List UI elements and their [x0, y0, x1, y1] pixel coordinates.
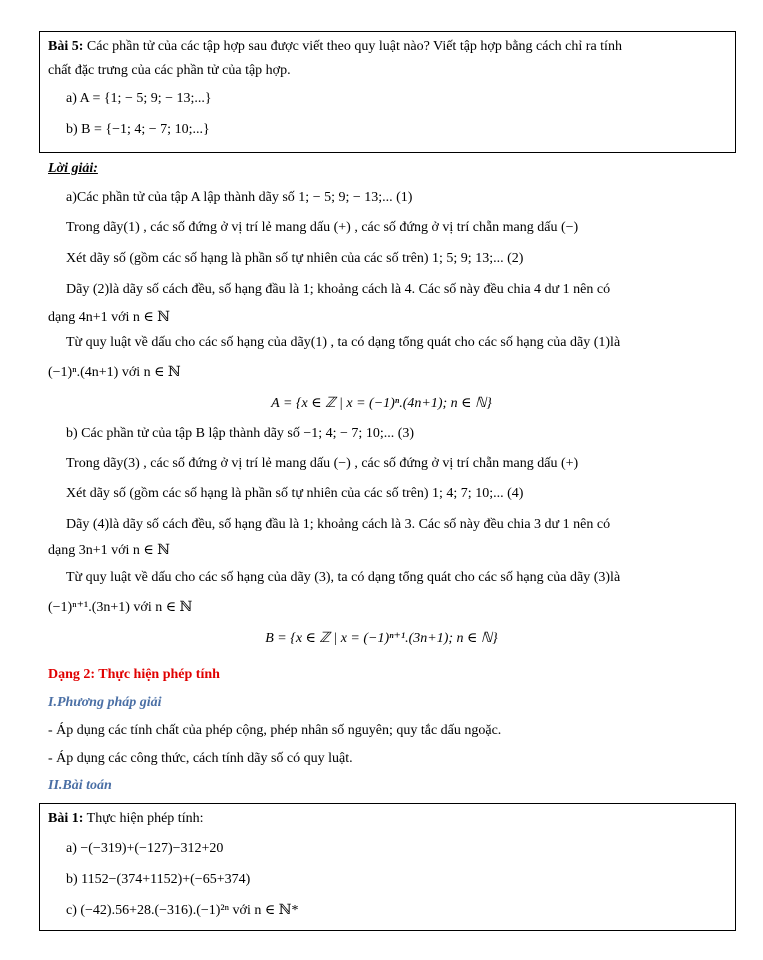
- solution-line: Trong dãy(3) , các số đứng ở vị trí lẻ mang dấu (−) , các số đứng ở vị trí chẵn mang dấu (+): [66, 456, 579, 471]
- solution-line: dạng 3n+1 với n ∈ ℕ: [48, 543, 171, 558]
- exercise-5-heading: Bài 5:: [48, 39, 84, 54]
- formula-set-a: A = {x ∈ ℤ | x = (−1)ⁿ.(4n+1); n ∈ ℕ}: [271, 396, 492, 411]
- exercise-1-text: Bài 1: Thực hiện phép tính:: [48, 811, 204, 826]
- method-line: - Áp dụng các công thức, cách tính dãy số có quy luật.: [48, 751, 353, 766]
- solution-line: Dãy (2)là dãy số cách đều, số hạng đầu là 1; khoảng cách là 4. Các số này đều chia 4 dư 1 nên có: [66, 282, 611, 297]
- exercise-1-item-c: c) (−42).56+28.(−316).(−1)²ⁿ với n ∈ ℕ*: [66, 903, 299, 918]
- exercise-1-heading: Bài 1:: [48, 811, 84, 826]
- exercise-1-item-b: b) 1152−(374+1152)+(−65+374): [66, 872, 251, 887]
- exercise-1-box: [39, 803, 736, 931]
- exercise-1-item-a: a) −(−319)+(−127)−312+20: [66, 841, 224, 856]
- formula-set-b: B = {x ∈ ℤ | x = (−1)ⁿ⁺¹.(3n+1); n ∈ ℕ}: [265, 631, 498, 646]
- exercise-5-item-a: a) A = {1; − 5; 9; − 13;...}: [66, 91, 212, 106]
- method-heading: I.Phương pháp giải: [48, 695, 162, 710]
- solution-line: Từ quy luật về dấu cho các số hạng của dãy(1) , ta có dạng tổng quát cho các số hạng của dãy (1)là: [66, 335, 621, 350]
- solution-line: Trong dãy(1) , các số đứng ở vị trí lẻ mang dấu (+) , các số đứng ở vị trí chẵn mang dấu (−): [66, 220, 579, 235]
- problems-heading: II.Bài toán: [48, 778, 112, 793]
- solution-line: Từ quy luật về dấu cho các số hạng của dãy (3), ta có dạng tổng quát cho các số hạng của dãy (3)là: [66, 570, 621, 585]
- solution-line: dạng 4n+1 với n ∈ ℕ: [48, 310, 171, 325]
- solution-line: Dãy (4)là dãy số cách đều, số hạng đầu là 1; khoảng cách là 3. Các số này đều chia 3 dư 1 nên có: [66, 517, 611, 532]
- solution-line: (−1)ⁿ⁺¹.(3n+1) với n ∈ ℕ: [48, 600, 193, 615]
- section-title: Dạng 2: Thực hiện phép tính: [48, 667, 220, 682]
- solution-heading: Lời giải:: [48, 161, 98, 176]
- solution-line: b) Các phần tử của tập B lập thành dãy số −1; 4; − 7; 10;... (3): [66, 426, 415, 441]
- method-line: - Áp dụng các tính chất của phép cộng, phép nhân số nguyên; quy tắc dấu ngoặc.: [48, 723, 502, 738]
- solution-line: Xét dãy số (gồm các số hạng là phần số tự nhiên của các số trên) 1; 4; 7; 10;... (4): [66, 486, 524, 501]
- solution-line: Xét dãy số (gồm các số hạng là phần số tự nhiên của các số trên) 1; 5; 9; 13;... (2): [66, 251, 524, 266]
- exercise-5-text-cont: chất đặc trưng của các phần tử của tập hợp.: [48, 63, 291, 78]
- exercise-5-box: [39, 31, 736, 153]
- solution-line: (−1)ⁿ.(4n+1) với n ∈ ℕ: [48, 365, 181, 380]
- exercise-5-item-b: b) B = {−1; 4; − 7; 10;...}: [66, 122, 210, 137]
- exercise-5-text: Bài 5: Các phần tử của các tập hợp sau được viết theo quy luật nào? Viết tập hợp bằng cách chỉ ra tính: [48, 39, 622, 54]
- solution-line: a)Các phần tử của tập A lập thành dãy số 1; − 5; 9; − 13;... (1): [66, 190, 413, 205]
